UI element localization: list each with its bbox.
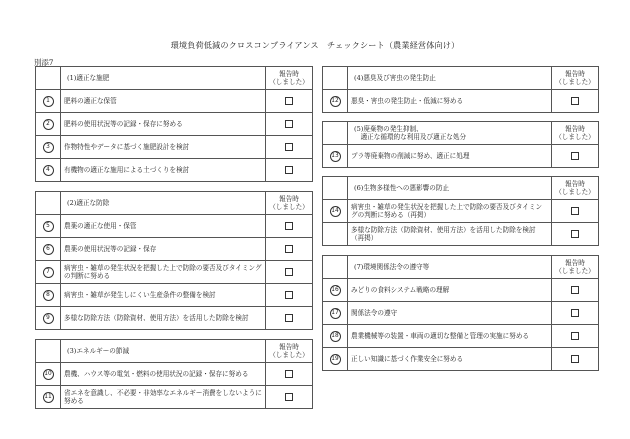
checklist-row — [36, 307, 313, 330]
report-checkbox[interactable] — [571, 97, 579, 105]
report-checkbox-cell — [552, 302, 599, 325]
item-text: みどりの食料システム戦略の理解 — [348, 279, 552, 302]
item-text: 肥料の使用状況等の記録・保存に努める — [61, 113, 266, 136]
report-checkbox[interactable] — [285, 370, 293, 378]
item-text: 病害虫・雑草が発生しにくい生産条件の整備を検討 — [61, 284, 266, 307]
report-checkbox[interactable] — [285, 222, 293, 230]
item-number: 1 — [43, 96, 54, 107]
item-number: 7 — [43, 267, 54, 278]
item-number: 2 — [43, 119, 54, 130]
checklist-row — [36, 261, 313, 284]
checklist-row — [323, 90, 599, 113]
item-text: 悪臭・害虫の発生防止・低減に努める — [348, 90, 552, 113]
item-text: 有機物の適正な施用による土づくりを検討 — [61, 159, 266, 182]
report-checkbox[interactable] — [285, 393, 293, 401]
item-number-cell — [36, 136, 61, 159]
item-number: 11 — [43, 392, 54, 403]
report-checkbox-cell — [266, 238, 313, 261]
report-checkbox-cell — [266, 363, 313, 386]
item-number-cell — [36, 238, 61, 261]
header-blank-cell — [323, 122, 348, 145]
item-text: プラ等廃棄物の削減に努め、適正に処理 — [348, 145, 552, 168]
report-checkbox[interactable] — [285, 166, 293, 174]
item-number-cell — [36, 284, 61, 307]
checklist-section — [322, 255, 599, 371]
report-checkbox-cell — [552, 200, 599, 223]
item-number: 17 — [330, 308, 341, 319]
report-checkbox-cell — [552, 325, 599, 348]
report-checkbox-cell — [552, 348, 599, 371]
header-blank-cell — [323, 67, 348, 90]
report-checkbox[interactable] — [571, 207, 579, 215]
attachment-label: 別添7 — [34, 58, 54, 67]
item-number: 16 — [330, 285, 341, 296]
report-checkbox-cell — [266, 113, 313, 136]
header-blank-cell — [36, 67, 61, 90]
item-text: 病害虫・雑草の発生状況を把握した上で防除の要否及びタイミングの判断に努める — [61, 261, 266, 284]
item-number-cell — [36, 386, 61, 409]
item-number: 10 — [43, 369, 54, 380]
checklist-table — [35, 339, 313, 409]
left-column — [35, 66, 313, 416]
report-checkbox-cell — [266, 136, 313, 159]
checklist-section — [35, 191, 313, 330]
report-checkbox-cell — [552, 279, 599, 302]
checklist-table — [322, 121, 599, 168]
checklist-row — [36, 238, 313, 261]
checklist-section — [35, 66, 313, 182]
report-checkbox[interactable] — [285, 291, 293, 299]
report-column-header: 報告時 （しました） — [266, 67, 313, 90]
item-number-cell — [323, 90, 348, 113]
report-checkbox[interactable] — [285, 97, 293, 105]
item-text: 農機、ハウス等の電気・燃料の使用状況の記録・保存に努める — [61, 363, 266, 386]
header-blank-cell — [323, 256, 348, 279]
checklist-section — [35, 339, 313, 409]
report-checkbox[interactable] — [285, 268, 293, 276]
report-checkbox-cell — [552, 90, 599, 113]
report-column-header: 報告時 （しました） — [552, 122, 599, 145]
section-title: (3)エネルギーの節減 — [61, 340, 266, 363]
item-number-cell — [323, 223, 348, 246]
report-checkbox-cell — [552, 145, 599, 168]
checklist-row — [36, 136, 313, 159]
checklist-table — [35, 191, 313, 330]
checklist-row — [323, 200, 599, 223]
report-column-header: 報告時 （しました） — [552, 177, 599, 200]
item-text: 病害虫・雑草の発生状況を把握した上で防除の要否及びタイミングの判断に努める（再掲） — [348, 200, 552, 223]
item-text: 正しい知識に基づく作業安全に努める — [348, 348, 552, 371]
report-checkbox-cell — [266, 159, 313, 182]
item-number: 13 — [330, 151, 341, 162]
report-column-header: 報告時 （しました） — [266, 340, 313, 363]
section-title: (2)適正な防除 — [61, 192, 266, 215]
item-number-cell — [36, 113, 61, 136]
section-title: (6)生物多様性への悪影響の防止 — [348, 177, 552, 200]
item-number: 8 — [43, 290, 54, 301]
item-number-cell — [323, 302, 348, 325]
item-number: 14 — [330, 206, 341, 217]
checklist-row — [36, 113, 313, 136]
checklist-row — [323, 279, 599, 302]
checklist-section — [322, 176, 599, 246]
checklist-row — [36, 159, 313, 182]
checklist-row — [323, 302, 599, 325]
report-checkbox[interactable] — [571, 286, 579, 294]
item-text: 肥料の適正な保管 — [61, 90, 266, 113]
item-number: 19 — [330, 354, 341, 365]
header-blank-cell — [36, 340, 61, 363]
checklist-table — [322, 66, 599, 113]
report-checkbox[interactable] — [285, 120, 293, 128]
checklist-row — [323, 223, 599, 246]
report-checkbox-cell — [266, 307, 313, 330]
item-number: 3 — [43, 142, 54, 153]
checklist-row — [36, 363, 313, 386]
checklist-row — [36, 386, 313, 409]
report-column-header: 報告時 （しました） — [552, 256, 599, 279]
report-checkbox[interactable] — [571, 230, 579, 238]
checklist-table — [35, 66, 313, 182]
checklist-row — [36, 90, 313, 113]
item-number-cell — [323, 145, 348, 168]
checklist-row — [323, 325, 599, 348]
checklist-row — [323, 145, 599, 168]
item-number: 12 — [330, 96, 341, 107]
checklist-row — [36, 284, 313, 307]
item-text: 作物特性やデータに基づく施肥設計を検討 — [61, 136, 266, 159]
header-blank-cell — [36, 192, 61, 215]
report-column-header: 報告時 （しました） — [266, 192, 313, 215]
checklist-section — [322, 66, 599, 113]
report-checkbox-cell — [266, 90, 313, 113]
report-checkbox[interactable] — [571, 355, 579, 363]
item-text: 関係法令の遵守 — [348, 302, 552, 325]
report-checkbox-cell — [552, 223, 599, 246]
section-title: (7)環境関係法令の遵守等 — [348, 256, 552, 279]
checklist-row — [323, 348, 599, 371]
item-text: 農薬の使用状況等の記録・保存 — [61, 238, 266, 261]
report-checkbox[interactable] — [285, 314, 293, 322]
report-checkbox-cell — [266, 284, 313, 307]
item-number-cell — [36, 215, 61, 238]
checklist-table — [322, 176, 599, 246]
report-checkbox-cell — [266, 386, 313, 409]
item-text: 省エネを意識し、不必要・非効率なエネルギー消費をしないように努める — [61, 386, 266, 409]
item-number-cell — [36, 159, 61, 182]
report-checkbox[interactable] — [571, 152, 579, 160]
item-number-cell — [36, 261, 61, 284]
checklist-table — [322, 255, 599, 371]
section-title: (4)悪臭及び害虫の発生防止 — [348, 67, 552, 90]
item-number: 9 — [43, 313, 54, 324]
item-number-cell — [36, 90, 61, 113]
report-checkbox-cell — [266, 261, 313, 284]
item-number-cell — [323, 348, 348, 371]
report-column-header: 報告時 （しました） — [552, 67, 599, 90]
header-blank-cell — [323, 177, 348, 200]
item-number-cell — [323, 325, 348, 348]
item-text: 農薬の適正な使用・保管 — [61, 215, 266, 238]
item-text: 多様な防除方法（防除資材、使用方法）を活用した防除を検討（再掲） — [348, 223, 552, 246]
item-number: 4 — [43, 165, 54, 176]
item-number-cell — [36, 307, 61, 330]
report-checkbox[interactable] — [285, 245, 293, 253]
right-column — [322, 66, 599, 378]
item-text: 農業機械等の装置・車両の適切な整備と管理の実施に努める — [348, 325, 552, 348]
report-checkbox[interactable] — [571, 309, 579, 317]
item-number: 6 — [43, 244, 54, 255]
item-number: 18 — [330, 331, 341, 342]
item-number: 5 — [43, 221, 54, 232]
item-number-cell — [323, 200, 348, 223]
section-title: (5)廃棄物の発生抑制、 適正な循環的な利用及び適正な処分 — [348, 122, 552, 145]
checklist-row — [36, 215, 313, 238]
report-checkbox[interactable] — [571, 332, 579, 340]
item-text: 多様な防除方法（防除資材、使用方法）を活用した防除を検討 — [61, 307, 266, 330]
item-number-cell — [323, 279, 348, 302]
report-checkbox[interactable] — [285, 143, 293, 151]
report-checkbox-cell — [266, 215, 313, 238]
page-title: 環境負荷低減のクロスコンプライアンス チェックシート（農業経営体向け） — [170, 40, 460, 50]
section-title: (1)適正な施肥 — [61, 67, 266, 90]
item-number-cell — [36, 363, 61, 386]
checklist-section — [322, 121, 599, 168]
